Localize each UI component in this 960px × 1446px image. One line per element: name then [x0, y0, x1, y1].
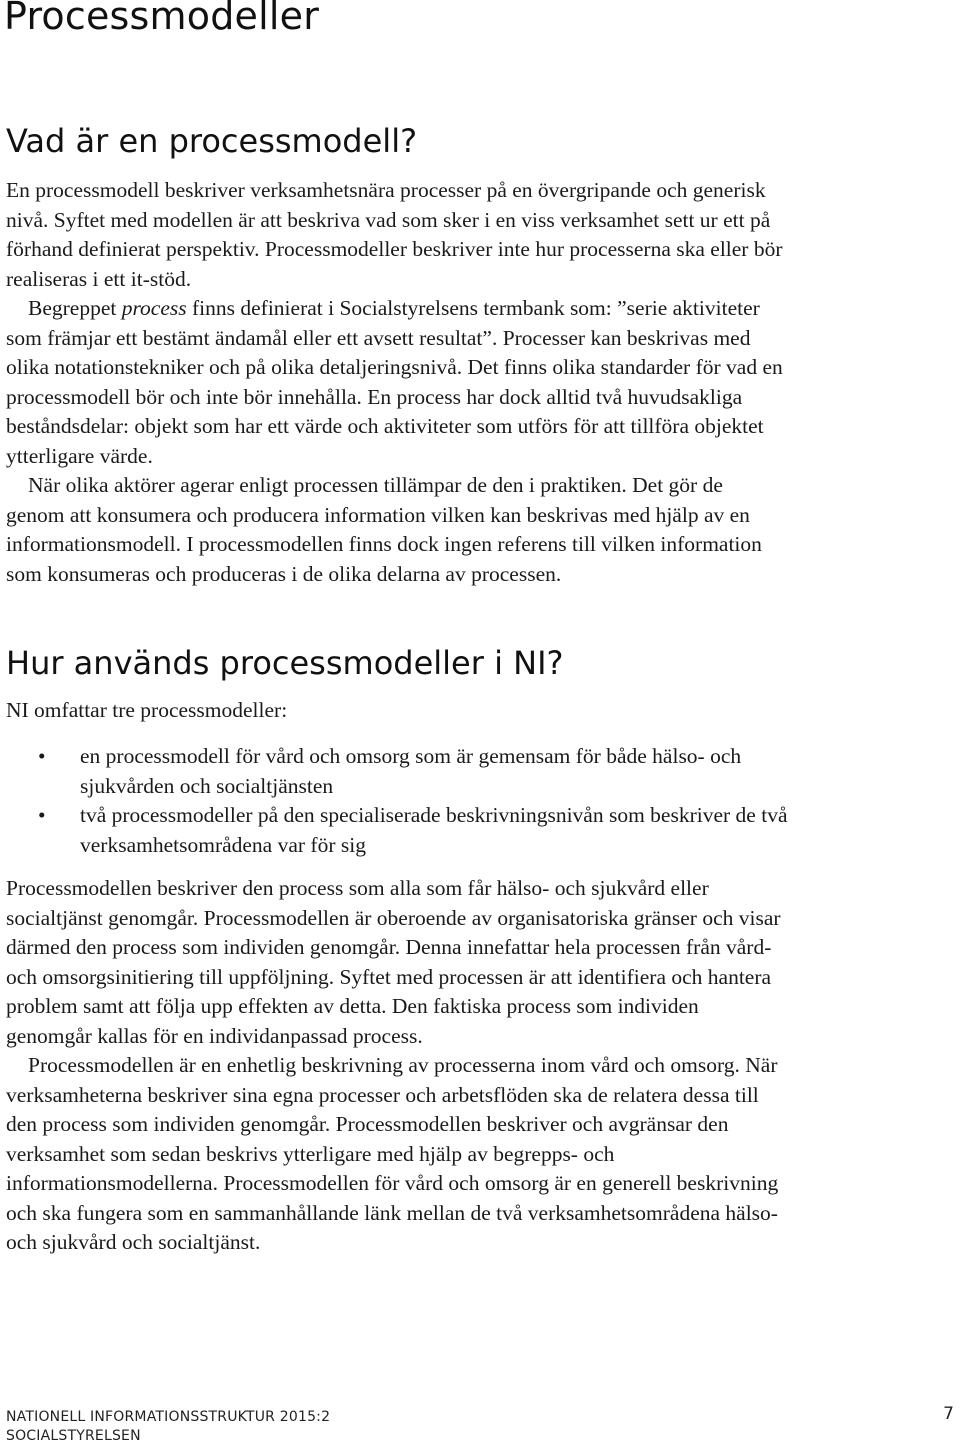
section-how-used-body [6, 874, 786, 1258]
term-process: process [121, 296, 187, 320]
list-item [6, 801, 796, 860]
text-fragment: Begreppet [28, 296, 122, 320]
page-footer [6, 1408, 330, 1446]
footer-publication: NATIONELL INFORMATIONSSTRUKTUR 2015:2 [6, 1409, 331, 1425]
paragraph-unified-description: Processmodellen är en enhetlig beskrivning av processerna inom vård och omsorg. När verksamheterna beskriver sina egna processer och arbetsflöden ska de relatera dessa till den process som individen genomgår. Processmodellen beskriver och avgränsar den verksamhet som sedan beskrivs ytterligare med hjälp av begrepps- och informationsmodellerna. Processmodellen för vård och omsorg är en generell beskrivning och ska fungera som en sammanhållande länk mellan de två verksamhetsområdena hälso- och sjukvård och socialtjänst. [6, 1053, 779, 1254]
lead-text: NI omfattar tre processmodeller: [6, 698, 288, 722]
paragraph-process-term [6, 294, 786, 471]
list-item [6, 742, 796, 801]
list-item-text: en processmodell för vård och omsorg som är gemensam för både hälso- och sjukvården och socialtjänsten [80, 744, 742, 798]
paragraph-process-description: Processmodellen beskriver den process som alla som får hälso- och sjukvård eller socialtjänst genomgår. Processmodellen är oberoende av organisatoriska gränser och visar därmed den process som individen genomgår. Denna innefattar hela processen från vård- och omsorgsinitiering till uppföljning. Syftet med processen är att identifiera och hantera problem samt att följa upp effekten av detta. Den faktiska process som individen genomgår kallas för en individanpassad process. [6, 876, 781, 1048]
page-title: Processmodeller [4, 0, 320, 38]
process-model-list [6, 742, 796, 860]
section-heading-what-is: Vad är en processmodell? [6, 122, 418, 160]
paragraph-definition: En processmodell beskriver verksamhetsnära processer på en övergripande och generisk nivå. Syftet med modellen är att beskriva vad som sker i en viss verksamhet sett ur ett på förhand definierat perspektiv. Processmodeller beskriver inte hur processerna ska eller bör realiseras i ett it-stöd. [6, 178, 783, 291]
bullet-icon: • [38, 803, 46, 827]
paragraph-actors: När olika aktörer agerar enligt processen tillämpar de den i praktiken. Det gör de genom att konsumera och producera information vilken kan beskrivas med hjälp av en informationsmodell. I processmodellen finns dock ingen referens till vilken information som konsumeras och produceras i de olika delarna av processen. [6, 473, 762, 586]
section-heading-how-used: Hur används processmodeller i NI? [6, 644, 564, 682]
page-number: 7 [943, 1404, 954, 1424]
list-item-text: två processmodeller på den specialiserade beskrivningsnivån som beskriver de två verksamhetsområdena var för sig [80, 803, 788, 857]
footer-publisher: SOCIALSTYRELSEN [6, 1428, 141, 1444]
text-fragment: finns definierat i Socialstyrelsens termbank som: ”serie aktiviteter som främjar ett bestämt ändamål eller ett avsett resultat”. Processer kan beskrivas med olika notationstekniker och på olika detaljeringsnivå. Det finns olika standarder för vad en processmodell bör och inte bör innehålla. En process har dock alltid två huvudsakliga beståndsdelar: objekt som har ett värde och aktiviteter som utförs för att tillföra objektet ytterligare värde. [6, 296, 783, 468]
section-what-is-body [6, 176, 786, 589]
bullet-icon: • [38, 744, 46, 768]
